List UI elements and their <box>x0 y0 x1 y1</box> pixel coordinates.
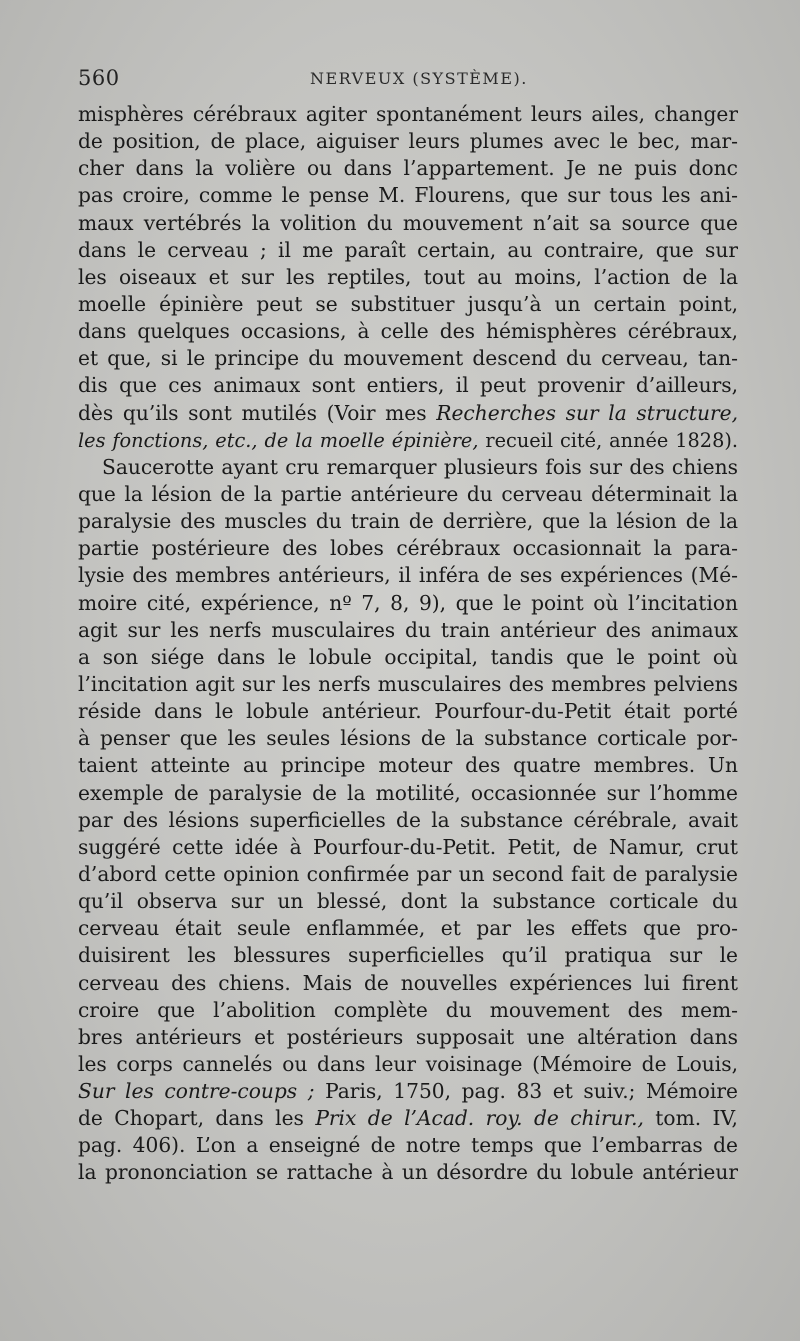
text-segment: bres antérieurs et postérieurs supposait une altération dans <box>78 1024 738 1049</box>
text-line <box>78 617 738 644</box>
text-segment: duisirent les blessures superficielles qu’il pratiqua sur le <box>78 943 738 968</box>
text-segment: agit sur les nerfs musculaires du train antérieur des animaux <box>78 617 738 642</box>
text-line <box>78 752 738 779</box>
text-segment: Saucerotte ayant cru remarquer plusieurs fois sur des chiens <box>102 454 738 479</box>
text-line <box>78 508 738 535</box>
text-line <box>78 997 738 1024</box>
text-line <box>78 1024 738 1051</box>
text-segment: par des lésions superficielles de la substance cérébrale, avait <box>78 807 738 832</box>
text-line <box>78 915 738 942</box>
text-line <box>78 861 738 888</box>
text-line <box>78 644 738 671</box>
text-segment: à penser que les seules lésions de la substance corticale por- <box>78 726 738 751</box>
page-header <box>78 66 738 100</box>
text-segment: cerveau des chiens. Mais de nouvelles expériences lui firent <box>78 970 738 995</box>
body-text <box>78 101 738 1187</box>
italic-segment: les fonctions, etc., de la moelle épinière, <box>78 428 479 452</box>
text-segment: cher dans la volière ou dans l’appartement. Je ne puis donc <box>78 156 738 181</box>
text-segment: dans quelques occasions, à celle des hémisphères cérébraux, <box>78 319 738 344</box>
text-segment: la prononciation se rattache à un désordre du lobule antérieur <box>78 1160 738 1185</box>
text-line <box>78 481 738 508</box>
text-segment: réside dans le lobule antérieur. Pourfour-du-Petit était porté <box>78 699 738 724</box>
text-line <box>78 535 738 562</box>
text-segment: les corps cannelés ou dans leur voisinage (Mémoire de Louis, <box>78 1051 738 1076</box>
text-segment: a son siége dans le lobule occipital, tandis que le point où <box>78 644 738 669</box>
text-segment: maux vertébrés la volition du mouvement n’ait sa source que <box>78 210 738 235</box>
text-segment: qu’il observa sur un blessé, dont la substance corticale du <box>78 889 738 914</box>
text-segment: l’incitation agit sur les nerfs musculaires des membres pelviens <box>78 671 738 696</box>
text-line <box>78 1105 738 1132</box>
italic-segment: Sur les contre-coups ; <box>78 1079 315 1104</box>
text-line <box>78 400 738 427</box>
text-segment: suggéré cette idée à Pourfour-du-Petit. Petit, de Namur, crut <box>78 834 738 859</box>
text-segment: taient atteinte au principe moteur des quatre membres. Un <box>78 753 738 778</box>
text-line <box>78 264 738 291</box>
text-segment: pag. 406). L’on a enseigné de notre temps que l’embarras de <box>78 1133 738 1158</box>
text-segment: de position, de place, aiguiser leurs plumes avec le bec, mar- <box>78 129 738 154</box>
text-line <box>78 942 738 969</box>
text-segment: de Chopart, dans les <box>78 1106 316 1131</box>
text-line <box>78 590 738 617</box>
text-segment: misphères cérébraux agiter spontanément leurs ailes, changer <box>78 102 738 126</box>
text-line <box>78 210 738 237</box>
text-line <box>78 318 738 345</box>
text-line <box>78 237 738 264</box>
text-segment: dès qu’ils sont mutilés (Voir mes <box>78 400 437 425</box>
text-segment: dans le cerveau ; il me paraît certain, au contraire, que sur <box>78 237 738 262</box>
text-segment: d’abord cette opinion confirmée par un second fait de paralysie <box>78 861 738 886</box>
text-segment: cerveau était seule enflammée, et par les effets que pro- <box>78 916 738 941</box>
text-segment: dis que ces animaux sont entiers, il peut provenir d’ailleurs, <box>78 373 738 398</box>
italic-segment: Prix de l’Acad. roy. de chirur., <box>315 1106 644 1131</box>
text-line <box>78 888 738 915</box>
text-line <box>78 671 738 698</box>
text-line <box>78 834 738 861</box>
text-segment: les oiseaux et sur les reptiles, tout au moins, l’action de la <box>78 264 738 289</box>
text-line <box>78 780 738 807</box>
text-line <box>78 372 738 399</box>
text-line <box>78 454 738 481</box>
text-line <box>78 182 738 209</box>
text-line <box>78 155 738 182</box>
page-number: 560 <box>78 66 120 90</box>
text-segment: croire que l’abolition complète du mouvement des mem- <box>78 997 738 1022</box>
text-line <box>78 1159 738 1186</box>
text-line <box>78 291 738 318</box>
text-segment: que la lésion de la partie antérieure du cerveau déterminait la <box>78 481 738 506</box>
text-segment: moelle épinière peut se substituer jusqu’à un certain point, <box>78 291 738 316</box>
text-line <box>78 128 738 155</box>
text-line <box>78 725 738 752</box>
text-segment: et que, si le principe du mouvement descend du cerveau, tan- <box>78 346 738 371</box>
text-line <box>78 101 738 128</box>
text-line <box>78 807 738 834</box>
text-line <box>78 1132 738 1159</box>
text-segment: partie postérieure des lobes cérébraux occasionnait la para- <box>78 536 738 561</box>
italic-segment: Recherches sur la structure, <box>436 400 738 425</box>
text-line <box>78 698 738 725</box>
text-line <box>78 1078 738 1105</box>
text-line <box>78 427 738 454</box>
text-line <box>78 562 738 589</box>
text-segment: lysie des membres antérieurs, il inféra de ses expériences (Mé- <box>78 563 738 588</box>
text-line <box>78 345 738 372</box>
running-title: NERVEUX (SYSTÈME). <box>310 69 528 88</box>
text-segment: tom. IV, <box>643 1106 738 1131</box>
text-line <box>78 970 738 997</box>
text-line <box>78 1051 738 1078</box>
text-segment: pas croire, comme le pense M. Flourens, que sur tous les ani- <box>78 183 738 208</box>
text-segment: paralysie des muscles du train de derrière, que la lésion de la <box>78 509 738 534</box>
text-segment: exemple de paralysie de la motilité, occasionnée sur l’homme <box>78 780 738 805</box>
text-segment: Paris, 1750, pag. 83 et suiv.; Mémoire <box>314 1079 738 1104</box>
text-segment: recueil cité, année 1828). <box>478 428 738 452</box>
text-segment: moire cité, expérience, nº 7, 8, 9), que le point où l’incitation <box>78 590 738 615</box>
